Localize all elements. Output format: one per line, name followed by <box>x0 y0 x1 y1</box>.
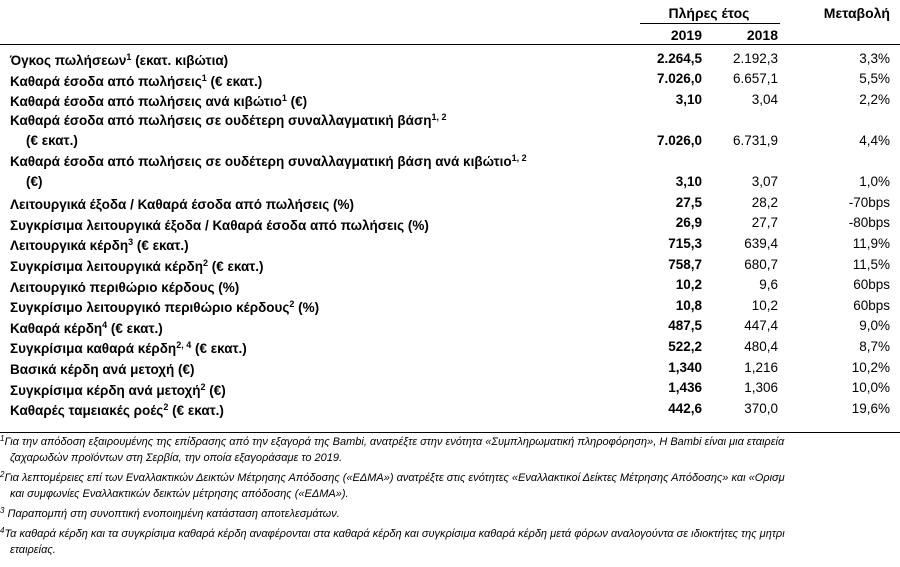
footnote-ref: 1 <box>126 52 132 62</box>
value-change: 10,0% <box>851 380 890 396</box>
value-2018: 680,7 <box>744 256 778 272</box>
row-label: Καθαρά έσοδα από πωλήσεις$^1$ (€ εκατ.) <box>10 72 263 89</box>
footnote-ref: 1 <box>201 72 207 83</box>
value-2019: 715,3 <box>668 235 702 251</box>
value-2018: 6.731,9 <box>732 132 778 148</box>
table-row <box>0 296 900 317</box>
table-row <box>0 317 900 338</box>
row-label: Καθαρά έσοδα από πωλήσεις σε ουδέτερη συναλλαγματική βάση$^{1, 2}$ (€ εκατ.) <box>10 111 447 148</box>
value-change: 1,0% <box>859 174 890 190</box>
value-2018: 3,04 <box>751 91 778 107</box>
value-change: 9,0% <box>859 318 890 334</box>
value-2018: 9,6 <box>759 277 778 293</box>
footnote-ref: 2, 4 <box>176 340 192 351</box>
table-row <box>0 337 900 358</box>
footnote: $^2$Για λεπτομέρειες επί των Εναλλακτικών Δεικτών Μέτρησης Απόδοσης («ΕΔΜΑ») ανατρέξτε στις ενότητες «Εναλλακτικοί Δείκτες Μέτρησης Απόδοσης» και «Ορισμ και συμφωνίες Εναλλακτικών δεικτών μέτρησης απόδοσης («ΕΔΜΑ»). <box>0 470 785 500</box>
value-change: 2,2% <box>859 91 890 107</box>
header-underline-full-year <box>640 23 780 24</box>
footnote-ref: 1, 2 <box>511 152 527 163</box>
value-change: 8,7% <box>859 338 890 354</box>
footnote: $^4$Τα καθαρά κέρδη και τα συγκρίσιμα καθαρά κέρδη αναφέρονται στα καθαρά κέρδη και συγκρίσιμα καθαρά κέρδη μετά φόρων αναλογούντα σε ιδιοκτήτες της μητρι εταιρείας. <box>0 526 785 556</box>
value-2018: 6.657,1 <box>732 71 778 87</box>
table-body <box>0 49 900 420</box>
header-year-2019: 2019 <box>670 27 702 43</box>
table-row <box>0 276 900 297</box>
value-change: 11,5% <box>852 256 890 272</box>
table-row <box>0 90 900 111</box>
value-2019: 2.264,5 <box>656 50 702 66</box>
table-row <box>0 70 900 91</box>
value-2019: 3,10 <box>675 91 702 107</box>
footnote-ref: 2 <box>289 299 295 310</box>
value-2018: 10,2 <box>751 297 778 313</box>
value-2018: 27,7 <box>751 215 778 231</box>
footnotes <box>0 434 900 562</box>
value-2018: 1,306 <box>744 380 778 396</box>
value-2018: 3,07 <box>751 174 778 190</box>
table-row <box>0 111 900 152</box>
value-2019: 7.026,0 <box>656 132 702 148</box>
table-row <box>0 358 900 379</box>
footnote-ref: 1 <box>281 93 287 104</box>
footnote-ref: 2 <box>200 381 206 392</box>
footnote-ref: 1, 2 <box>431 111 447 122</box>
value-2018: 2.192,3 <box>732 50 778 66</box>
header-change: Μεταβολή <box>823 5 890 21</box>
row-label: Συγκρίσιμα λειτουργικά κέρδη$^2$ (€ εκατ.) <box>10 257 264 274</box>
row-label: Λειτουργικά έξοδα / Καθαρά έσοδα από πωλήσεις (%) <box>10 197 355 213</box>
footnote: $^1$Για την απόδοση εξαιρουμένης της επίδρασης από την εξαγορά της Bambi, ανατρέξτε στην ενότητα «Συμπληρωματική πληροφόρηση», Η Bambi είναι μια εταιρεία ζαχαρωδών προϊόντων στη Σερβία, την οποία εξαγοράσαμε το 2019. <box>0 434 785 464</box>
value-2019: 522,2 <box>668 338 702 354</box>
footnote-ref: 3 <box>128 237 134 248</box>
value-change: 4,4% <box>859 132 890 148</box>
header-full-year: Πλήρες έτος <box>668 5 750 21</box>
value-2019: 758,7 <box>668 256 702 272</box>
row-label: Συγκρίσιμα λειτουργικά έξοδα / Καθαρά έσοδα από πωλήσεις (%) <box>10 217 429 233</box>
value-change: 19,6% <box>851 400 890 416</box>
row-label: Συγκρίσιμα καθαρά κέρδη$^{2, 4}$ (€ εκατ.) <box>10 340 247 357</box>
value-2019: 7.026,0 <box>656 71 702 87</box>
value-2018: 370,0 <box>744 400 778 416</box>
row-label: Λειτουργικά κέρδη$^3$ (€ εκατ.) <box>10 237 189 254</box>
value-2018: 480,4 <box>744 338 778 354</box>
value-change: 3,3% <box>859 50 890 66</box>
header-year-2018: 2018 <box>746 27 778 43</box>
table-row <box>0 49 900 70</box>
row-label: Συγκρίσιμα κέρδη ανά μετοχή$^2$ (€) <box>10 381 226 398</box>
row-label: Καθαρές ταμειακές ροές$^2$ (€ εκατ.) <box>10 402 224 419</box>
table-row <box>0 214 900 235</box>
footnote-ref: 2 <box>202 257 208 268</box>
table-row <box>0 152 900 193</box>
value-change: 5,5% <box>859 71 890 87</box>
table-bottom-rule <box>0 432 900 433</box>
table-row <box>0 399 900 420</box>
footnote-ref: 2 <box>163 402 169 413</box>
table-row <box>0 379 900 400</box>
value-2019: 1,340 <box>668 359 702 375</box>
value-2018: 639,4 <box>744 235 778 251</box>
value-change: 10,2% <box>851 359 890 375</box>
value-2019: 1,436 <box>668 380 702 396</box>
value-change: -70bps <box>848 194 890 210</box>
row-label: Καθαρά κέρδη$^4$ (€ εκατ.) <box>10 319 163 336</box>
value-change: 11,9% <box>852 235 890 251</box>
value-2019: 442,6 <box>668 400 702 416</box>
table-row <box>0 234 900 255</box>
row-label: Καθαρά έσοδα από πωλήσεις σε ουδέτερη συναλλαγματική βάση ανά κιβώτιο$^{1, 2}$ (€) <box>10 152 527 189</box>
row-label: Συγκρίσιμο λειτουργικό περιθώριο κέρδους$^2$ (%) <box>10 299 320 316</box>
value-2019: 487,5 <box>668 318 702 334</box>
value-2019: 10,2 <box>675 277 702 293</box>
row-label: Λειτουργικό περιθώριο κέρδους (%) <box>10 279 240 295</box>
value-change: 60bps <box>853 297 890 313</box>
row-label: Βασικά κέρδη ανά μετοχή (€) <box>10 361 195 377</box>
value-2019: 10,8 <box>675 297 702 313</box>
value-2019: 3,10 <box>675 174 702 190</box>
value-2018: 447,4 <box>744 318 778 334</box>
value-2019: 26,9 <box>675 215 702 231</box>
value-2018: 1,216 <box>744 359 778 375</box>
row-label: Καθαρά έσοδα από πωλήσεις ανά κιβώτιο$^1$ (€) <box>10 93 308 110</box>
value-change: 60bps <box>853 277 890 293</box>
value-2018: 28,2 <box>751 194 778 210</box>
row-label: Όγκος πωλήσεων$^1$ (εκατ. κιβώτια) <box>10 52 229 68</box>
header-rule <box>0 44 900 45</box>
table-row <box>0 193 900 214</box>
footnote: $^3$ Παραπομπή στη συνοπτική ενοποιημένη κατάσταση αποτελεσμάτων. <box>0 506 340 520</box>
table-row <box>0 255 900 276</box>
value-change: -80bps <box>848 215 890 231</box>
value-2019: 27,5 <box>675 194 702 210</box>
footnote-ref: 4 <box>102 319 108 330</box>
